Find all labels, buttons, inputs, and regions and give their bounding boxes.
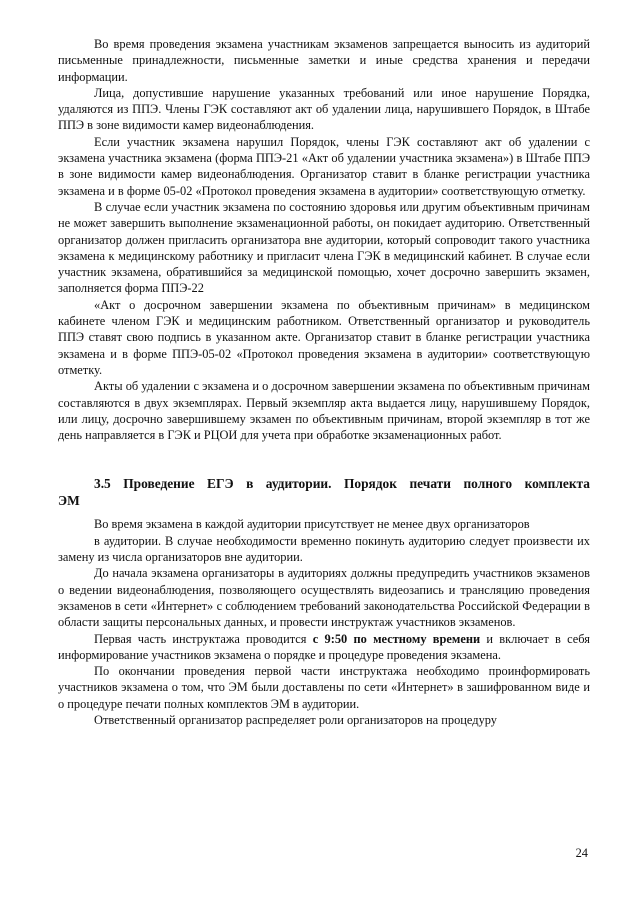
- section-heading: 3.5 Проведение ЕГЭ в аудитории. Порядок печати полного комплекта ЭМ: [58, 476, 590, 509]
- paragraph-briefing-first-part: [58, 631, 590, 664]
- briefing-text-end: и включает в себя информирование участников экзамена о порядке и процедуре проведения экзамена.: [58, 631, 590, 662]
- document-page: [58, 36, 590, 728]
- paragraph-violators-removal: Лица, допустившие нарушение указанных требований или иное нарушение Порядка, удаляются из ППЭ. Члены ГЭК составляют акт об удалении лица, нарушившего Порядок, в Штабе ППЭ в зоне видимости камер видеонаблюдения.: [58, 85, 590, 133]
- paragraph-prohibited-items: Во время проведения экзамена участникам экзаменов запрещается выносить из аудиторий письменные принадлежности, письменные заметки и иные средства хранения и передачи информации.: [58, 37, 590, 84]
- paragraph-acts-copies: Акты об удалении с экзамена и о досрочном завершении экзамена по объективным причинам составляются в двух экземплярах. Первый экземпляр акта выдается лицу, нарушившему Порядок, или лицу, досрочно завершившему экзамен по объективным причинам, второй экземпляр в тот же день направляется в ГЭК и РЦОИ для учета при обработке экзаменационных работ.: [58, 379, 590, 443]
- page-number: 24: [575, 846, 588, 860]
- paragraph-video-surveillance: До начала экзамена организаторы в аудиториях должны предупредить участников экзаменов о ведении видеонаблюдения, позволяющего осуществлять видеозапись и трансляцию проведения экзаменов в сети «Интернет» с соблюдением требований законодательства Российской Федерации в области защиты персональных данных, и провести инструктаж участников экзаменов.: [58, 566, 590, 630]
- paragraph-organizers-count: Во время экзамена в каждой аудитории присутствует не менее двух организаторов: [94, 517, 530, 532]
- paragraph-early-completion-act: «Акт о досрочном завершении экзамена по объективным причинам» в медицинском кабинете членом ГЭК и медицинским работником. Ответственный организатор и руководитель ППЭ ставят свою подпись в указанном акте. Организатор ставит в бланке регистрации участника экзамена и в форме ППЭ-05-02 «Протокол проведения экзамена в аудитории» соответствующую отметку.: [58, 297, 590, 377]
- briefing-time: с 9:50 по местному времени: [312, 631, 481, 646]
- briefing-text-start: Первая часть инструктажа проводится: [94, 631, 313, 646]
- paragraph-roles-distribution: Ответственный организатор распределяет роли организаторов на процедуру: [94, 712, 497, 727]
- paragraph-removal-act: Если участник экзамена нарушил Порядок, члены ГЭК составляют акт об удалении с экзамена участника экзамена (форма ППЭ-21 «Акт об удалении участника экзамена») в Штабе ППЭ в зоне видимости камер видеонаблюдения. Организатор ставит в бланке регистрации участника экзамена и в форме 05-02 «Протокол проведения экзамена в аудитории» соответствующую отметку.: [58, 134, 590, 198]
- paragraph-health-reasons: В случае если участник экзамена по состоянию здоровья или другим объективным причинам не может завершить выполнение экзаменационной работы, он покидает аудиторию. Ответственный организатор должен пригласить организатора вне аудитории, который сопроводит такого участника экзамена к медицинскому работнику и пригласит члена ГЭК в медицинский кабинет. В случае если участник экзамена, обратившийся за медицинской помощью, хочет досрочно завершить экзамен, заполняется форма ППЭ-22: [58, 199, 590, 296]
- paragraph-briefing-end: По окончании проведения первой части инструктажа необходимо проинформировать участников экзамена о том, что ЭМ были доставлены по сети «Интернет» в зашифрованном виде и о процедуре печати полных комплектов ЭМ в аудитории.: [58, 664, 590, 711]
- paragraph-organizers-replacement: в аудитории. В случае необходимости временно покинуть аудиторию следует произвести их замену из числа организаторов вне аудитории.: [58, 533, 590, 565]
